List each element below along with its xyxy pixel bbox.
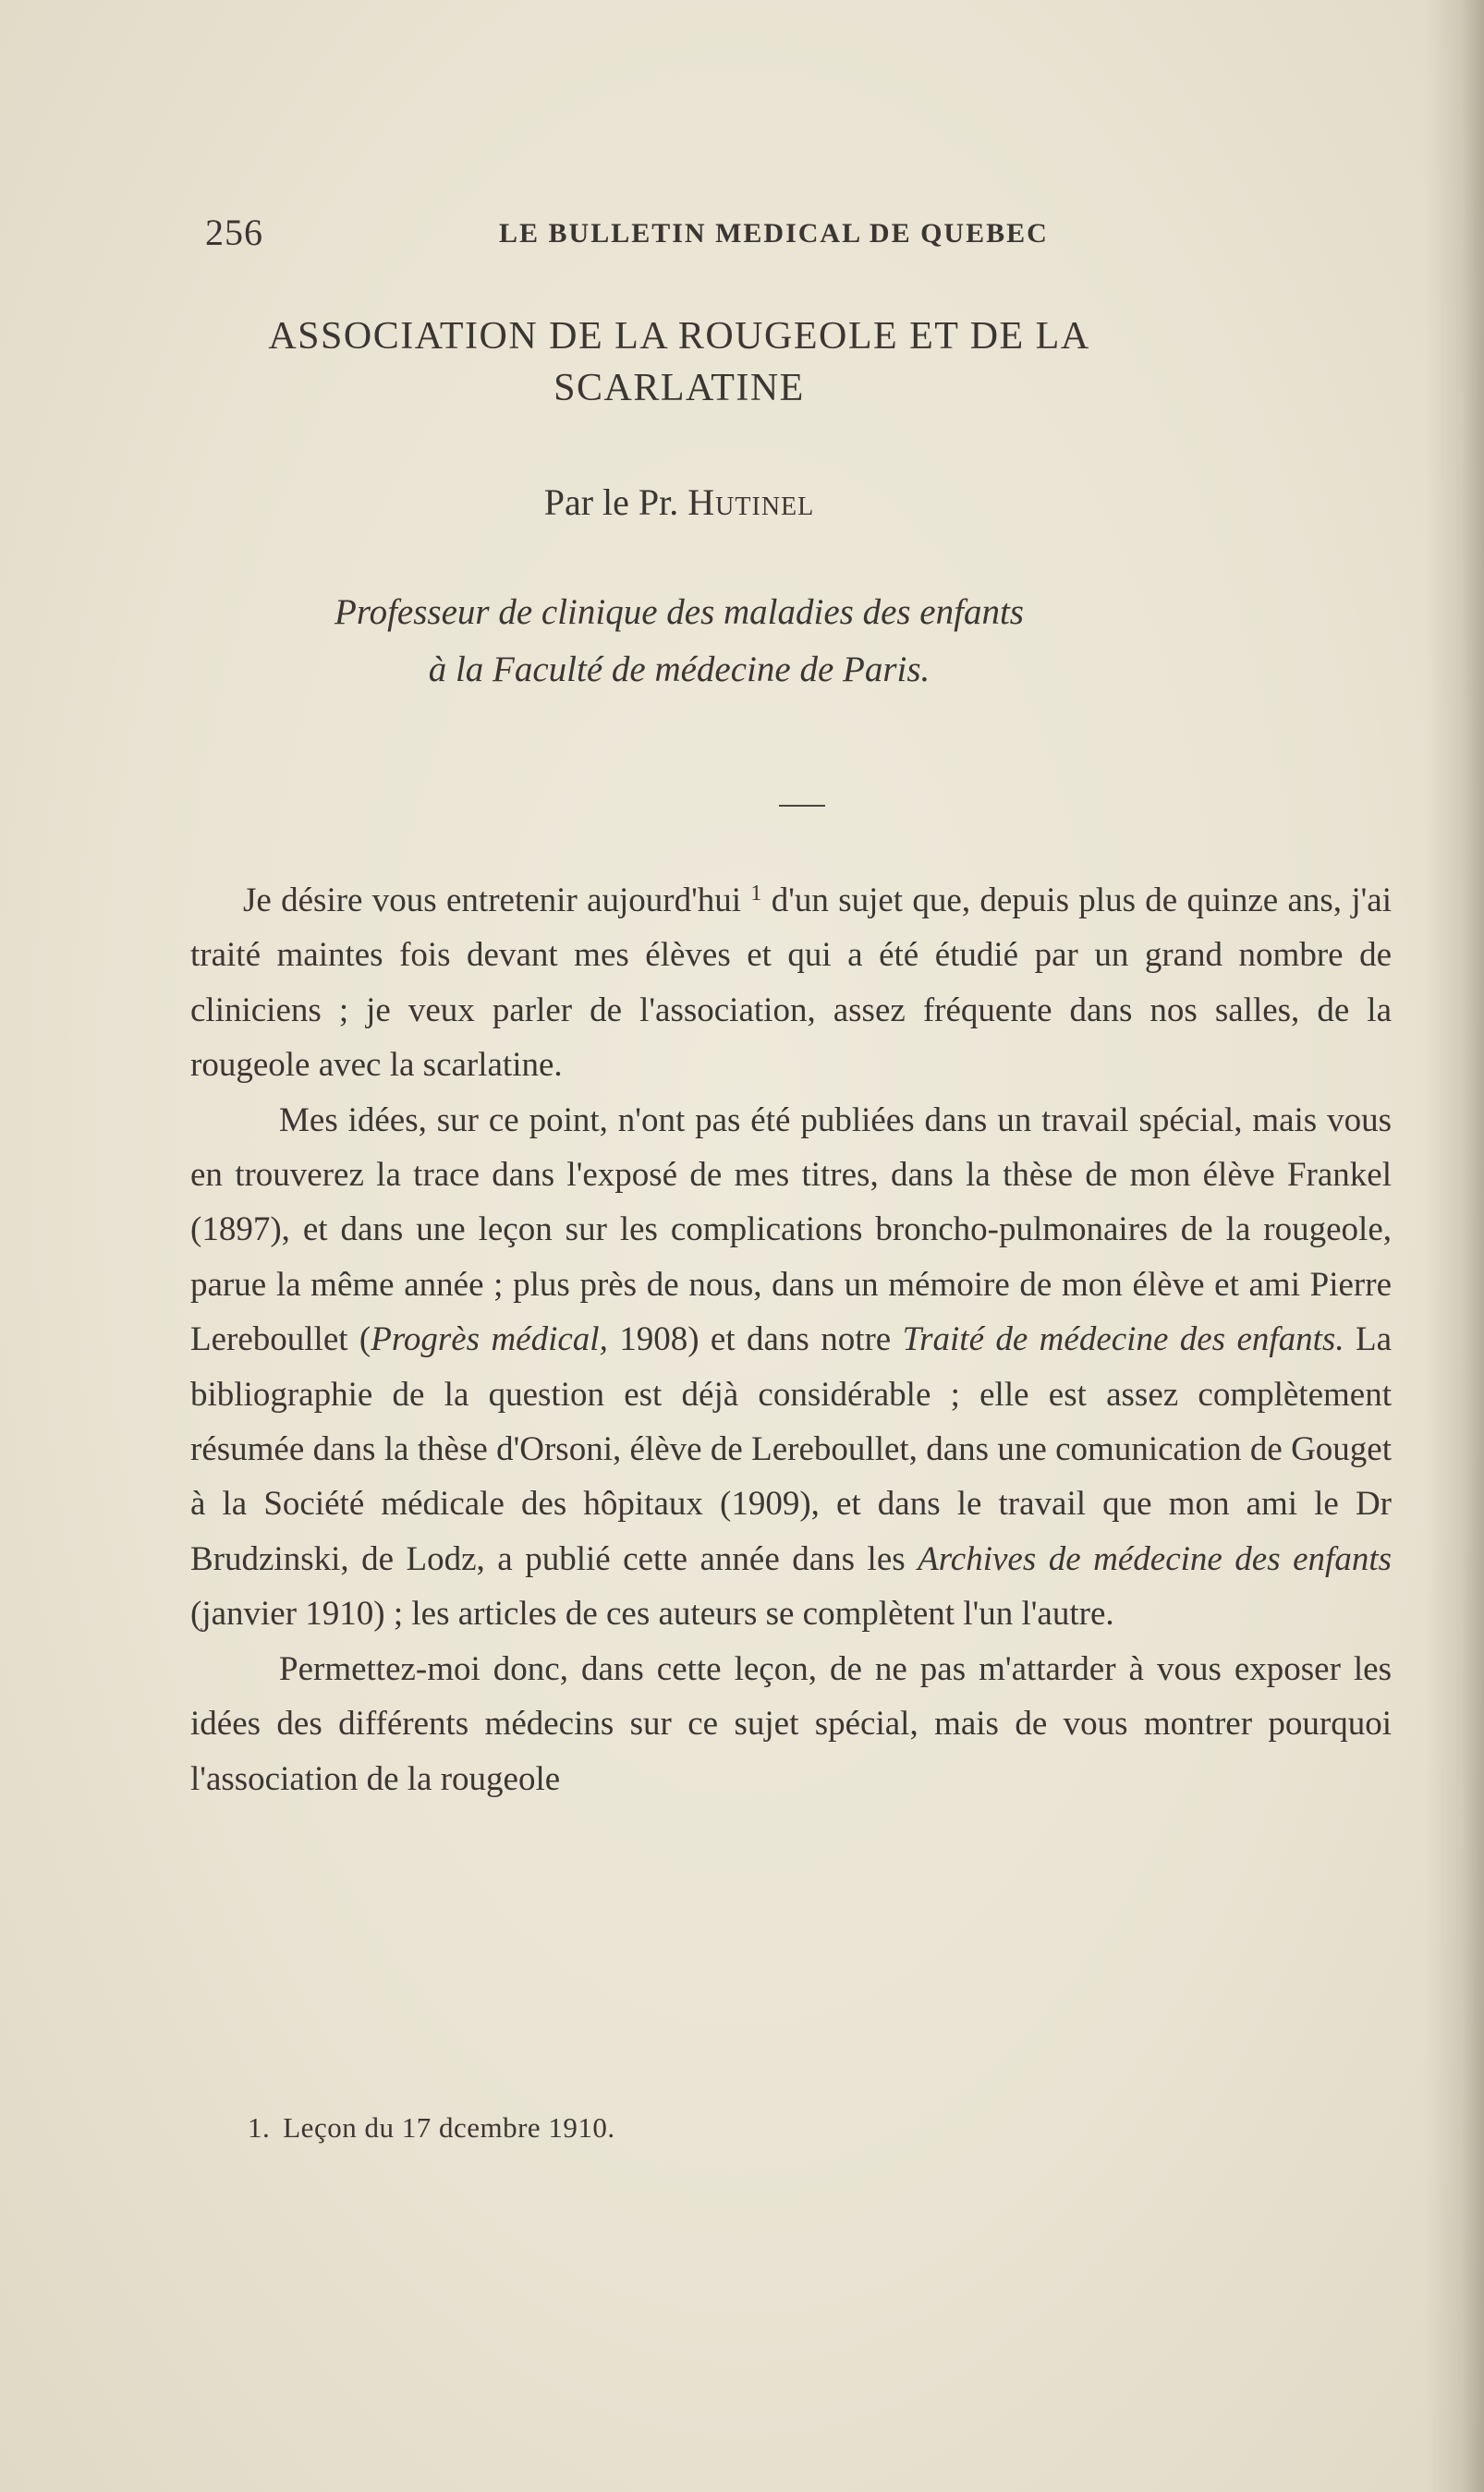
paragraph-2-text-d: (janvier 1910) ; les articles de ces auteurs se complètent l'un l'autre. bbox=[190, 1595, 1114, 1634]
paragraph-2-text-c: La bibliographie de la question est déjà considérable ; elle est assez complètement résumée dans la thèse d'Orsoni, élève de Lereboullet, dans une comunication de Gouget à la Société médicale des hôpitaux (1909), et dans le travail que mon ami le Dr Brudzinski, de Lodz, a publié cette année dans les bbox=[190, 1320, 1392, 1578]
author-prefix: Par le Pr. bbox=[543, 481, 679, 523]
article-title-line-1: ASSOCIATION DE LA ROUGEOLE ET DE LA bbox=[268, 315, 1090, 358]
footnote-text: Leçon du 17 dcembre 1910. bbox=[283, 2111, 615, 2144]
journal-title: LE BULLETIN MEDICAL DE QUEBEC bbox=[499, 218, 1049, 249]
paragraph-2-citation-1: Progrès médical, bbox=[371, 1320, 608, 1359]
paragraph-1 bbox=[190, 873, 1392, 1093]
article-title bbox=[213, 310, 1146, 414]
article-title-line-2: SCARLATINE bbox=[553, 367, 805, 409]
author-line bbox=[213, 480, 1146, 524]
separator-rule bbox=[779, 805, 825, 807]
paragraph-1-text-a: Je désire vous entretenir aujourd'hui bbox=[243, 881, 742, 919]
paragraph-3: Permettez-moi donc, dans cette leçon, de ne pas m'attarder à vous exposer les idées des différents médecins sur ce sujet spécial, mais de vous montrer pourquoi l'association de la rougeole bbox=[190, 1649, 1392, 1798]
affiliation-line-1: Professeur de clinique des maladies des enfants bbox=[335, 592, 1024, 632]
paragraph-2-citation-2: Traité de médecine des enfants. bbox=[902, 1320, 1344, 1359]
footnote-reference: 1 bbox=[750, 881, 762, 906]
author-affiliation bbox=[213, 584, 1146, 699]
running-head bbox=[205, 211, 1120, 266]
article-body bbox=[190, 873, 1392, 1806]
paragraph-1-text-b: d'un sujet que, depuis plus de quinze ans, j'ai traité maintes fois devant mes élèves et qui a été étudié par un grand nombre de cliniciens ; je veux parler de l'association, assez fréquente dans nos salles, de la rougeole avec la scarlatine. bbox=[190, 881, 1393, 1085]
footnote-number: 1. bbox=[248, 2111, 271, 2144]
paragraph-2-text-a: Mes idées, sur ce point, n'ont pas été publiées dans un travail spécial, mais vous en trouverez la trace dans l'exposé de mes titres, dans la thèse de mon élève Frankel (1897), et dans une leçon sur les complications broncho-pulmonaires de la rougeole, parue la même année ; plus près de nous, dans un mémoire de mon élève et ami Pierre Lereboullet ( bbox=[190, 1100, 1392, 1359]
author-name: Hutinel bbox=[687, 481, 815, 523]
footnote bbox=[248, 2111, 615, 2145]
paragraph-2 bbox=[190, 1093, 1392, 1642]
page-number: 256 bbox=[205, 212, 263, 253]
paragraph-2-text-b: 1908) et dans notre bbox=[607, 1320, 903, 1359]
paragraph-2-citation-3: Archives de médecine des enfants bbox=[918, 1539, 1392, 1578]
affiliation-line-2: à la Faculté de médecine de Paris. bbox=[428, 650, 931, 689]
